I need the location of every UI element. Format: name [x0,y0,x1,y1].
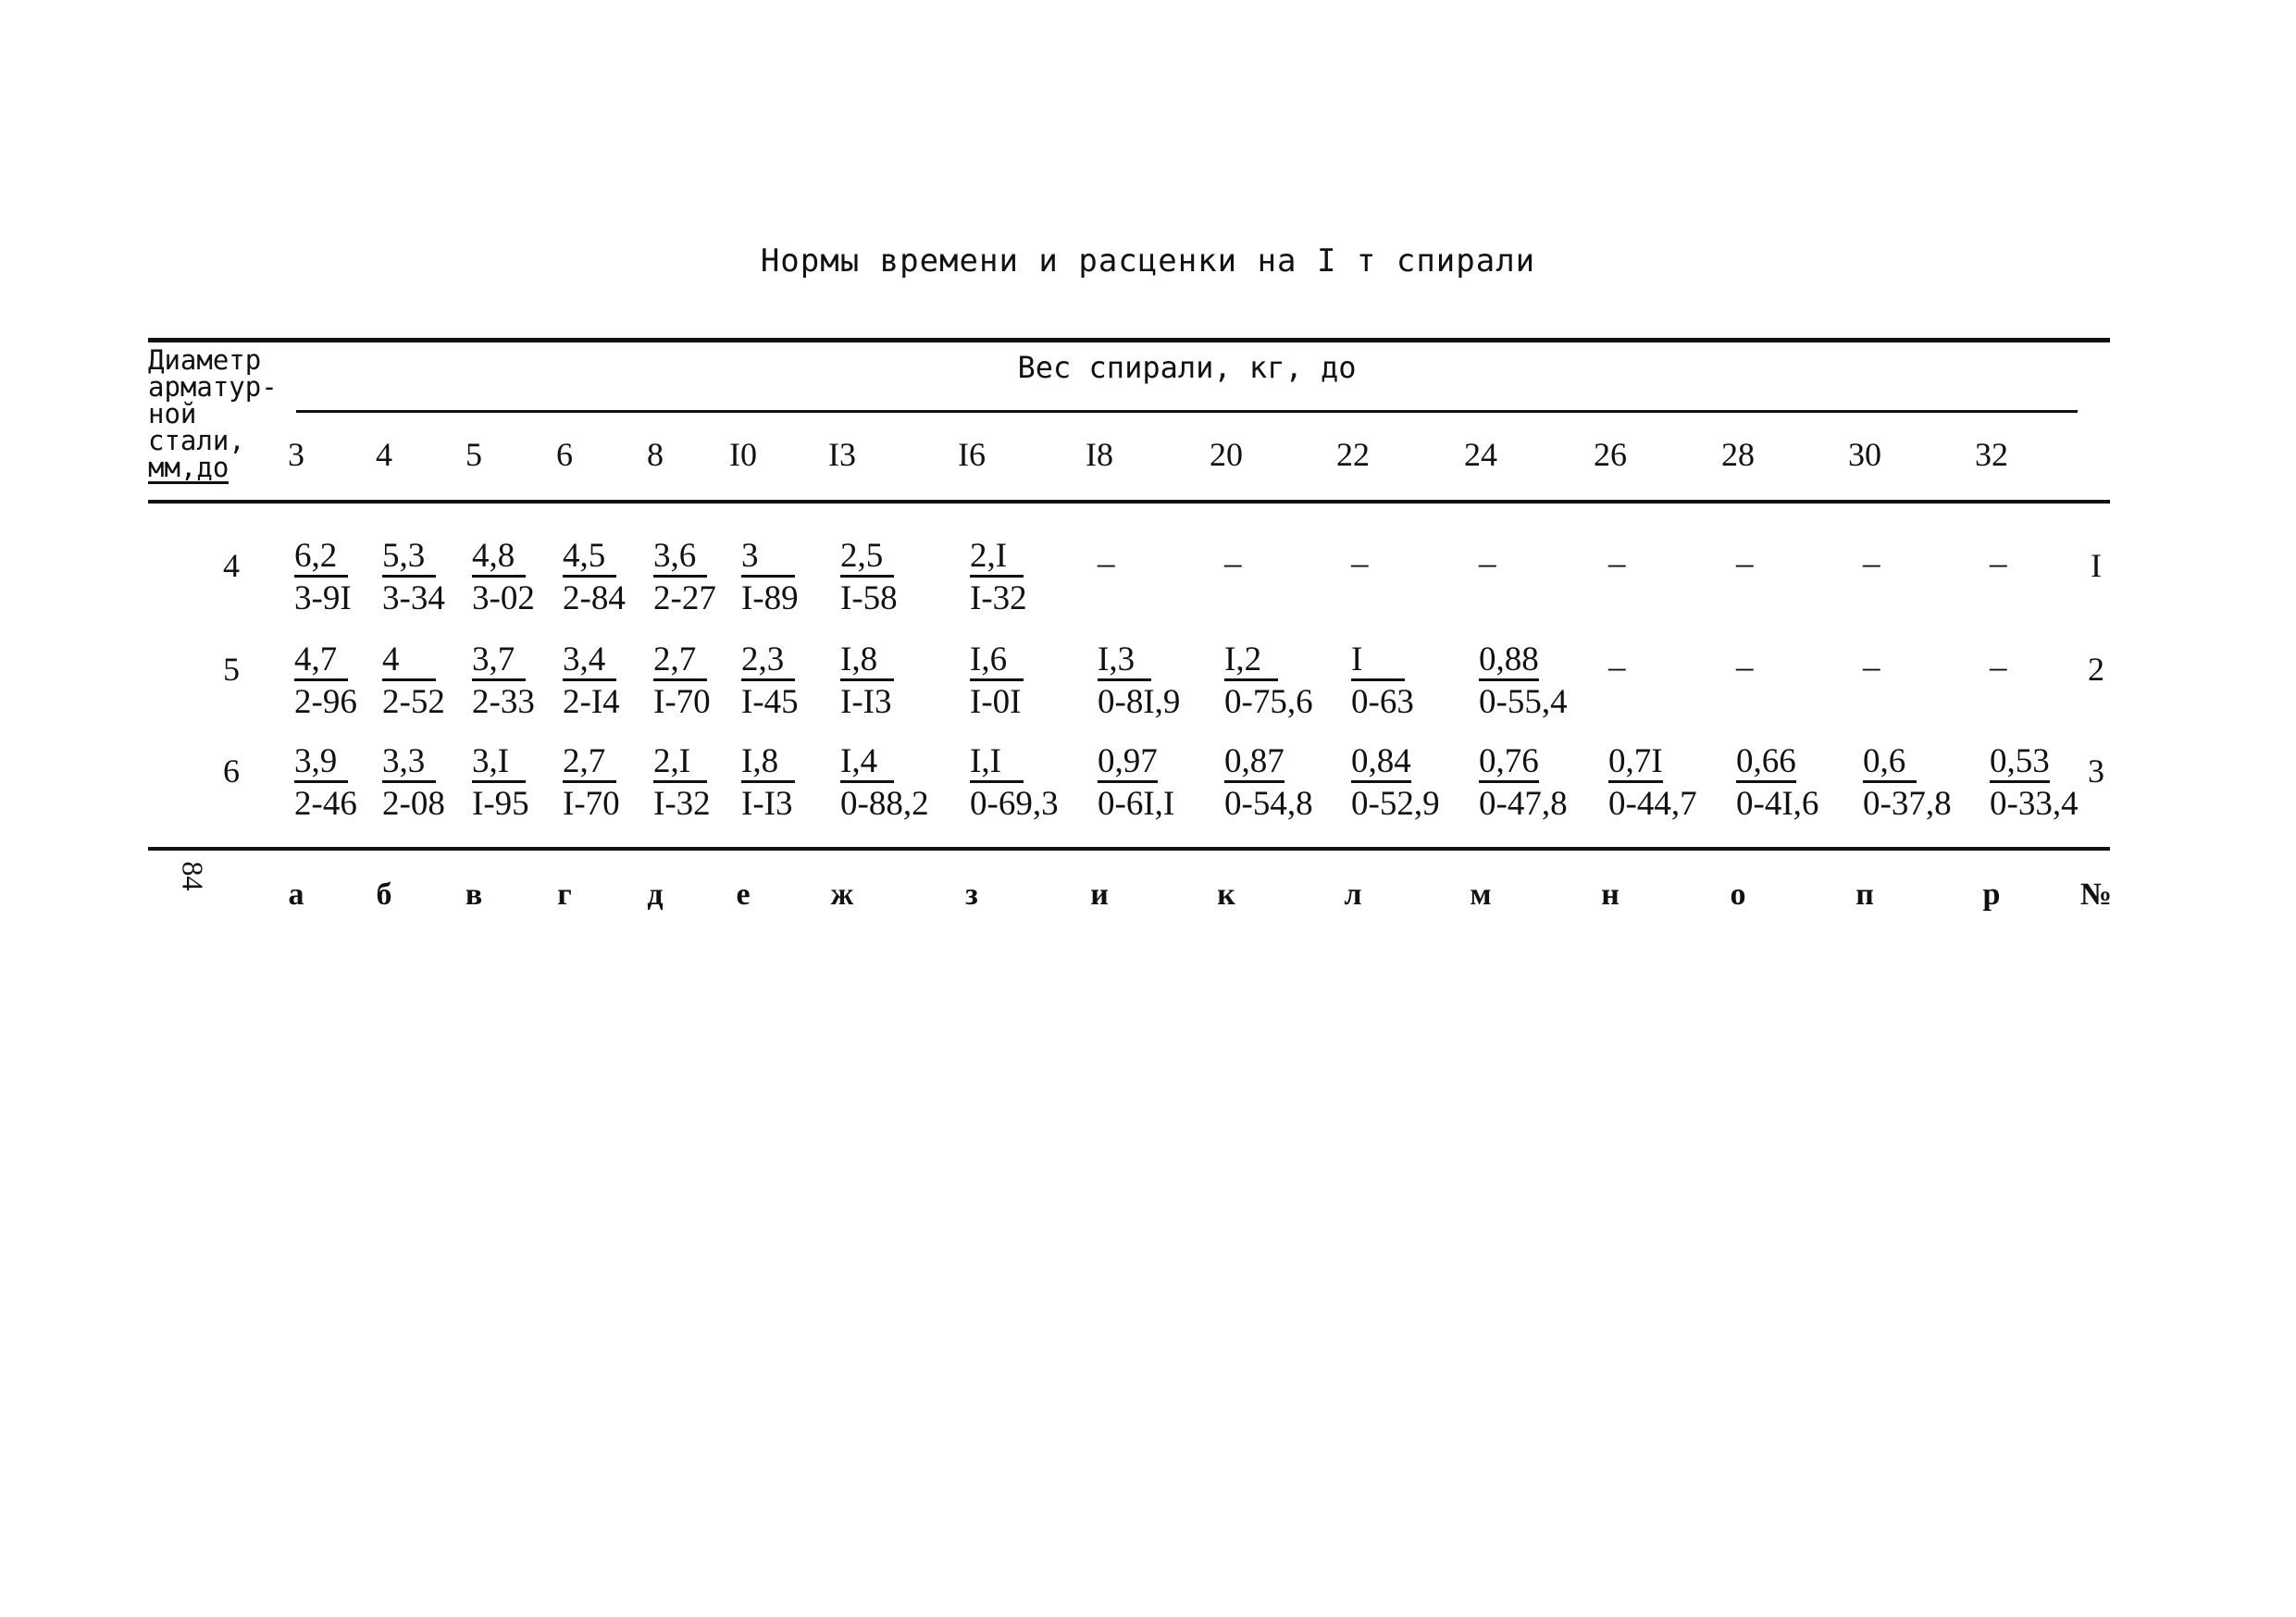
time-norm: 0,6 [1863,743,1917,783]
table-bottom-rule [148,847,2110,851]
time-norm: 2,5 [840,538,894,578]
time-norm: 0,84 [1351,743,1411,783]
time-norm: 0,88 [1479,641,1539,681]
column-letter: а [288,877,304,912]
rate-value: 2-96 [294,683,357,721]
column-header: I3 [828,436,856,473]
time-norm: 2,3 [741,641,795,681]
rate-value: 0-37,8 [1863,785,1952,823]
empty-cell: – [1479,544,1496,582]
empty-cell: – [1608,544,1626,582]
empty-cell: – [1608,648,1626,686]
page-number: 84 [176,861,210,891]
column-letter: ж [830,877,854,912]
empty-cell: – [1863,648,1880,686]
time-norm: 2,7 [653,641,707,681]
rate-cell [1608,740,1747,826]
time-norm: 0,7I [1608,743,1663,783]
rate-cell [1351,639,1490,724]
time-norm: 3,9 [294,743,348,783]
column-header: I6 [958,436,986,473]
time-norm: 5,3 [382,538,436,578]
rate-value: 0-8I,9 [1098,683,1181,721]
rate-value: 2-I4 [563,683,620,721]
column-letter: г [557,877,572,912]
time-norm: 0,97 [1098,743,1158,783]
rate-value: 0-88,2 [840,785,929,823]
time-norm: 4 [382,641,436,681]
rate-value: I-32 [970,579,1027,617]
row-header-line: ной [148,398,197,429]
rate-value: 2-46 [294,785,357,823]
row-number: 2 [2088,651,2104,688]
rate-value: 3-9I [294,579,352,617]
rate-cell [1479,639,1618,724]
empty-cell: – [1098,544,1115,582]
rate-value: I-89 [741,579,799,617]
column-header: 28 [1721,436,1755,473]
time-norm: 3,I [472,743,526,783]
rate-value: I-I3 [741,785,793,823]
rate-value: I-70 [563,785,620,823]
column-letter: з [965,877,978,912]
time-norm: I,6 [970,641,1024,681]
row-header-line: арматур- [148,371,278,403]
time-norm: 3,6 [653,538,707,578]
row-number: 3 [2088,753,2104,790]
rate-value: 0-63 [1351,683,1414,721]
header-bottom-rule [148,500,2110,504]
column-letter: е [736,877,751,912]
column-letter: б [376,877,392,912]
column-header: 6 [556,436,573,473]
rate-cell [840,740,979,826]
rate-value: 3-34 [382,579,445,617]
column-header: 8 [647,436,664,473]
header-sub-rule [296,410,2078,413]
column-letter: п [1855,877,1874,912]
column-header: 24 [1464,436,1497,473]
rate-cell [1351,740,1490,826]
rate-value: 0-55,4 [1479,683,1568,721]
rate-value: I-70 [653,683,711,721]
rate-value: 0-54,8 [1224,785,1313,823]
rate-cell [1098,639,1236,724]
row-header-line: Диаметр [148,344,262,376]
time-norm: 0,53 [1990,743,2050,783]
column-header: 22 [1336,436,1370,473]
rate-value: 2-33 [472,683,535,721]
time-norm: I [1351,641,1405,681]
column-header: 30 [1848,436,1881,473]
time-norm: I,8 [840,641,894,681]
column-header: I0 [729,436,757,473]
top-rule [148,338,2110,342]
column-header: 5 [465,436,482,473]
rate-cell [840,535,979,620]
time-norm: I,3 [1098,641,1151,681]
row-header-line: мм,до [148,452,230,483]
rate-cell [1098,740,1236,826]
empty-cell: – [1990,544,2007,582]
rate-value: I-32 [653,785,711,823]
empty-cell: – [1351,544,1369,582]
column-letter: о [1730,877,1746,912]
column-letter: д [647,877,664,912]
rate-value: 2-84 [563,579,626,617]
rate-value: 0-75,6 [1224,683,1313,721]
rate-cell [970,639,1109,724]
rate-value: 2-27 [653,579,716,617]
time-norm: 6,2 [294,538,348,578]
rate-value: 0-52,9 [1351,785,1440,823]
time-norm: I,I [970,743,1024,783]
rate-value: 0-4I,6 [1736,785,1819,823]
rate-cell [1224,740,1363,826]
table-title: Нормы времени и расценки на I т спирали [760,243,1536,280]
empty-cell: – [1990,648,2007,686]
rate-value: I-95 [472,785,529,823]
column-letter: л [1344,877,1362,912]
rate-value: 0-6I,I [1098,785,1175,823]
time-norm: 4,8 [472,538,526,578]
empty-cell: – [1736,544,1754,582]
time-norm: 2,I [653,743,707,783]
rate-cell [840,639,979,724]
rate-value: 2-52 [382,683,445,721]
rate-value: 3-02 [472,579,535,617]
row-diameter: 5 [223,651,240,688]
time-norm: 3,7 [472,641,526,681]
row-number: I [2091,547,2102,584]
rate-value: 0-44,7 [1608,785,1697,823]
rate-value: 0-47,8 [1479,785,1568,823]
time-norm: 2,7 [563,743,616,783]
row-diameter: 4 [223,547,240,584]
column-header: 32 [1975,436,2008,473]
time-norm: 4,7 [294,641,348,681]
time-norm: I,2 [1224,641,1278,681]
time-norm: 3 [741,538,795,578]
column-letter: и [1090,877,1109,912]
time-norm: 2,I [970,538,1024,578]
column-letter: м [1470,877,1492,912]
rate-cell [1479,740,1618,826]
rate-value: I-58 [840,579,898,617]
rate-value: 0-33,4 [1990,785,2079,823]
time-norm: 0,87 [1224,743,1285,783]
empty-cell: – [1224,544,1242,582]
column-letter: к [1217,877,1235,912]
rate-cell [1224,639,1363,724]
time-norm: 0,66 [1736,743,1796,783]
time-norm: 3,4 [563,641,616,681]
time-norm: 4,5 [563,538,616,578]
empty-cell: – [1736,648,1754,686]
rate-value: I-0I [970,683,1022,721]
time-norm: 0,76 [1479,743,1539,783]
number-column-marker: № [2079,877,2113,912]
column-letter: в [465,877,483,912]
rate-value: I-I3 [840,683,892,721]
row-header-line: стали, [148,425,245,456]
time-norm: I,8 [741,743,795,783]
column-letter: н [1601,877,1620,912]
rate-value: 0-69,3 [970,785,1059,823]
rate-value: 2-08 [382,785,445,823]
column-header: 20 [1210,436,1243,473]
rate-cell [1863,740,2002,826]
column-header: 3 [288,436,304,473]
row-diameter: 6 [223,753,240,790]
column-header: I8 [1086,436,1113,473]
column-header: 26 [1594,436,1627,473]
weight-group-header: Вес спирали, кг, до [1017,350,1357,385]
time-norm: 3,3 [382,743,436,783]
time-norm: I,4 [840,743,894,783]
rate-value: I-45 [741,683,799,721]
rate-cell [970,535,1109,620]
column-header: 4 [376,436,392,473]
rate-cell [970,740,1109,826]
rate-cell [1736,740,1875,826]
empty-cell: – [1863,544,1880,582]
column-letter: р [1982,877,2001,912]
